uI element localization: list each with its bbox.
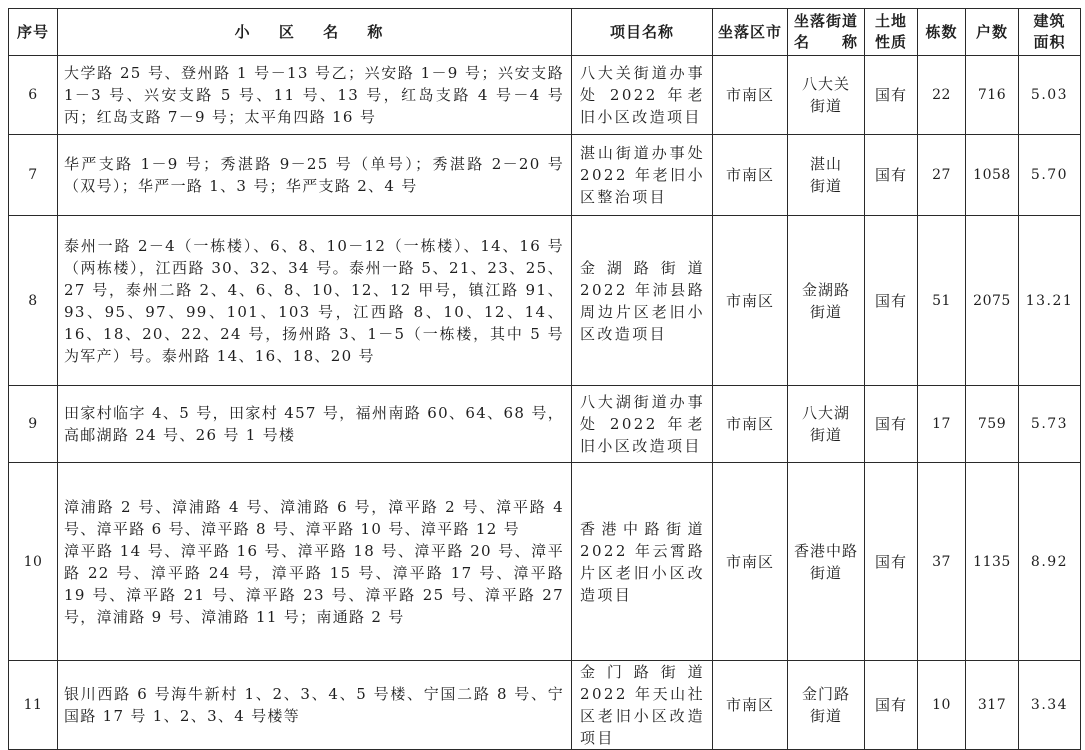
cell-household-count: 317 — [966, 661, 1019, 750]
cell-floor-area: 5.03 — [1019, 56, 1081, 135]
cell-land-type: 国有 — [865, 386, 918, 463]
cell-project: 湛山街道办事处 2022 年老旧小区整治项目 — [572, 135, 713, 216]
cell-household-count: 2075 — [966, 216, 1019, 386]
table-row — [9, 216, 1081, 386]
cell-floor-area: 3.34 — [1019, 661, 1081, 750]
cell-seq: 10 — [9, 463, 58, 661]
cell-building-count: 37 — [918, 463, 966, 661]
cell-project: 金门路街道 2022 年天山社区老旧小区改造项目 — [572, 661, 713, 750]
cell-household-count: 759 — [966, 386, 1019, 463]
cell-street: 湛山 街道 — [788, 135, 865, 216]
cell-project: 金湖路街道 2022 年沛县路周边片区老旧小区改造项目 — [572, 216, 713, 386]
table-row — [9, 135, 1081, 216]
cell-district: 市南区 — [713, 135, 788, 216]
cell-building-count: 10 — [918, 661, 966, 750]
header-project-name: 项目名称 — [572, 9, 713, 56]
cell-street: 金门路 街道 — [788, 661, 865, 750]
cell-project: 八大湖街道办事处 2022 年老旧小区改造项目 — [572, 386, 713, 463]
renovation-projects-table — [8, 8, 1081, 750]
header-community-names: 小 区 名 称 — [58, 9, 572, 56]
cell-land-type: 国有 — [865, 463, 918, 661]
cell-district: 市南区 — [713, 386, 788, 463]
header-household-count: 户数 — [966, 9, 1019, 56]
cell-building-count: 27 — [918, 135, 966, 216]
cell-street: 八大关 街道 — [788, 56, 865, 135]
cell-communities: 田家村临字 4、5 号，田家村 457 号，福州南路 60、64、68 号，高邮湖路 24 号、26 号 1 号楼 — [58, 386, 572, 463]
cell-land-type: 国有 — [865, 661, 918, 750]
cell-floor-area: 8.92 — [1019, 463, 1081, 661]
cell-street: 金湖路 街道 — [788, 216, 865, 386]
table-header-row — [9, 9, 1081, 56]
cell-seq: 11 — [9, 661, 58, 750]
cell-household-count: 1135 — [966, 463, 1019, 661]
cell-street: 香港中路 街道 — [788, 463, 865, 661]
cell-land-type: 国有 — [865, 56, 918, 135]
cell-floor-area: 5.73 — [1019, 386, 1081, 463]
cell-communities: 泰州一路 2－4（一栋楼）、6、8、10－12（一栋楼）、14、16 号（两栋楼），江西路 30、32、34 号。泰州一路 5、21、23、25、27 号，泰州二路 2、4、6、8、10、12、12 甲号，镇江路 91、93、95、97、99、101、103 号，江西路 8、10、12、14、16、18、20、22、24 号，扬州路 3、1－5（一栋楼，其中 5 号为军产）号。泰州路 14、16、18、20 号 — [58, 216, 572, 386]
cell-district: 市南区 — [713, 463, 788, 661]
table-row — [9, 386, 1081, 463]
table-row — [9, 463, 1081, 661]
cell-seq: 9 — [9, 386, 58, 463]
table-row — [9, 56, 1081, 135]
header-street: 坐落街道 名 称 — [788, 9, 865, 56]
table-row — [9, 661, 1081, 750]
cell-building-count: 51 — [918, 216, 966, 386]
cell-communities: 华严支路 1－9 号；秀湛路 9－25 号（单号）；秀湛路 2－20 号（双号）；华严一路 1、3 号；华严支路 2、4 号 — [58, 135, 572, 216]
cell-district: 市南区 — [713, 216, 788, 386]
cell-street: 八大湖 街道 — [788, 386, 865, 463]
header-district: 坐落区市 — [713, 9, 788, 56]
cell-land-type: 国有 — [865, 135, 918, 216]
cell-building-count: 22 — [918, 56, 966, 135]
header-building-count: 栋数 — [918, 9, 966, 56]
cell-floor-area: 5.70 — [1019, 135, 1081, 216]
cell-district: 市南区 — [713, 56, 788, 135]
cell-floor-area: 13.21 — [1019, 216, 1081, 386]
cell-project: 八大关街道办事处 2022 年老旧小区改造项目 — [572, 56, 713, 135]
cell-communities: 银川西路 6 号海牛新村 1、2、3、4、5 号楼、宁国二路 8 号、宁国路 17 号 1、2、3、4 号楼等 — [58, 661, 572, 750]
header-seq: 序号 — [9, 9, 58, 56]
cell-building-count: 17 — [918, 386, 966, 463]
cell-communities: 大学路 25 号、登州路 1 号－13 号乙；兴安路 1－9 号；兴安支路 1－3 号、兴安支路 5 号、11 号、13 号，红岛支路 4 号－4 号丙；红岛支路 7－9 号；太平角四路 16 号 — [58, 56, 572, 135]
cell-district: 市南区 — [713, 661, 788, 750]
cell-communities: 漳浦路 2 号、漳浦路 4 号、漳浦路 6 号，漳平路 2 号、漳平路 4 号、漳平路 6 号、漳平路 8 号、漳平路 10 号、漳平路 12 号 漳平路 14 号、漳平路 16 号、漳平路 18 号、漳平路 20 号、漳平路 22 号、漳平路 24 号，漳平路 15 号、漳平路 17 号、漳平路 19 号、漳平路 21 号、漳平路 23 号、漳平路 25 号、漳平路 27 号，漳浦路 9 号、漳浦路 11 号；南通路 2 号 — [58, 463, 572, 661]
cell-seq: 7 — [9, 135, 58, 216]
cell-household-count: 1058 — [966, 135, 1019, 216]
header-land-type: 土地 性质 — [865, 9, 918, 56]
cell-seq: 6 — [9, 56, 58, 135]
cell-land-type: 国有 — [865, 216, 918, 386]
cell-household-count: 716 — [966, 56, 1019, 135]
header-floor-area: 建筑 面积 — [1019, 9, 1081, 56]
cell-project: 香港中路街道 2022 年云霄路片区老旧小区改造项目 — [572, 463, 713, 661]
cell-seq: 8 — [9, 216, 58, 386]
